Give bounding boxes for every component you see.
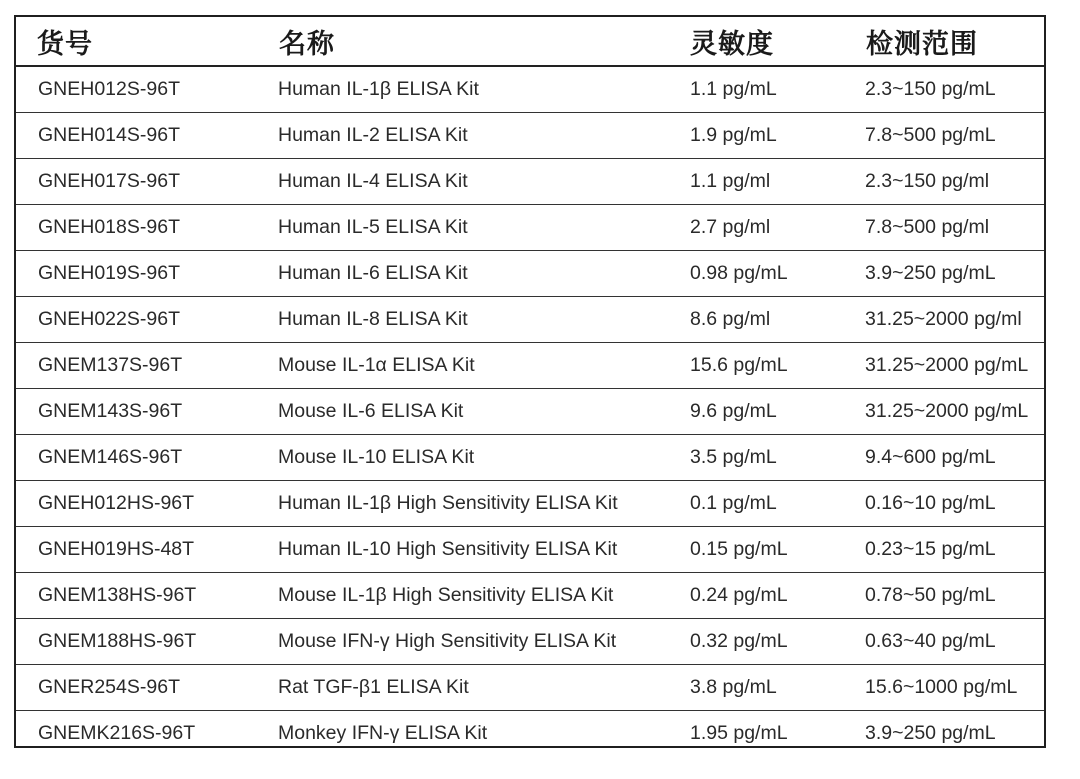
cell-product-name: Human IL-1β High Sensitivity ELISA Kit <box>255 481 668 527</box>
cell-product-name: Mouse IL-1β High Sensitivity ELISA Kit <box>255 573 668 619</box>
table-row <box>16 66 1044 113</box>
cell-product-code: GNEH014S-96T <box>16 113 255 159</box>
cell-product-code: GNEH017S-96T <box>16 159 255 205</box>
product-table <box>16 17 1044 756</box>
cell-product-name: Human IL-1β ELISA Kit <box>255 66 668 113</box>
cell-sensitivity: 0.24 pg/mL <box>668 573 844 619</box>
cell-sensitivity: 15.6 pg/mL <box>668 343 844 389</box>
cell-detection-range: 0.23~15 pg/mL <box>844 527 1044 573</box>
cell-sensitivity: 3.8 pg/mL <box>668 665 844 711</box>
cell-product-name: Human IL-4 ELISA Kit <box>255 159 668 205</box>
table-row <box>16 619 1044 665</box>
cell-sensitivity: 1.1 pg/mL <box>668 66 844 113</box>
header-detection-range: 检测范围 <box>844 17 1044 66</box>
cell-detection-range: 0.78~50 pg/mL <box>844 573 1044 619</box>
table-row <box>16 159 1044 205</box>
cell-detection-range: 15.6~1000 pg/mL <box>844 665 1044 711</box>
cell-product-code: GNEM188HS-96T <box>16 619 255 665</box>
header-sensitivity: 灵敏度 <box>668 17 844 66</box>
cell-product-name: Mouse IFN-γ High Sensitivity ELISA Kit <box>255 619 668 665</box>
cell-detection-range: 2.3~150 pg/mL <box>844 66 1044 113</box>
cell-product-name: Human IL-5 ELISA Kit <box>255 205 668 251</box>
cell-detection-range: 0.63~40 pg/mL <box>844 619 1044 665</box>
cell-product-name: Human IL-10 High Sensitivity ELISA Kit <box>255 527 668 573</box>
cell-product-name: Mouse IL-1α ELISA Kit <box>255 343 668 389</box>
table-row <box>16 481 1044 527</box>
cell-product-code: GNEH022S-96T <box>16 297 255 343</box>
cell-product-name: Human IL-6 ELISA Kit <box>255 251 668 297</box>
cell-product-name: Rat TGF-β1 ELISA Kit <box>255 665 668 711</box>
cell-product-code: GNEH012S-96T <box>16 66 255 113</box>
table-header <box>16 17 1044 66</box>
cell-sensitivity: 1.1 pg/ml <box>668 159 844 205</box>
cell-product-name: Human IL-2 ELISA Kit <box>255 113 668 159</box>
cell-product-code: GNEM137S-96T <box>16 343 255 389</box>
cell-detection-range: 9.4~600 pg/mL <box>844 435 1044 481</box>
cell-detection-range: 31.25~2000 pg/ml <box>844 297 1044 343</box>
table-row <box>16 665 1044 711</box>
cell-product-name: Mouse IL-6 ELISA Kit <box>255 389 668 435</box>
cell-product-name: Human IL-8 ELISA Kit <box>255 297 668 343</box>
cell-product-code: GNEMK216S-96T <box>38 722 196 744</box>
cell-product-code: GNEM143S-96T <box>16 389 255 435</box>
cell-product-code: GNEH018S-96T <box>16 205 255 251</box>
cell-detection-range: 31.25~2000 pg/mL <box>844 343 1044 389</box>
table-row <box>16 435 1044 481</box>
cell-product-name: Monkey IFN-γ ELISA Kit <box>278 722 488 744</box>
cell-detection-range: 31.25~2000 pg/mL <box>844 389 1044 435</box>
table-row <box>16 389 1044 435</box>
table-row <box>16 527 1044 573</box>
table-row <box>16 251 1044 297</box>
cell-sensitivity: 3.5 pg/mL <box>668 435 844 481</box>
cell-sensitivity: 2.7 pg/ml <box>668 205 844 251</box>
cell-sensitivity: 1.95 pg/mL <box>690 722 788 744</box>
header-product-name: 名称 <box>255 17 668 66</box>
cell-product-code: GNEM146S-96T <box>16 435 255 481</box>
cell-detection-range: 3.9~250 pg/mL <box>865 722 996 744</box>
cell-product-code: GNEM138HS-96T <box>16 573 255 619</box>
cell-detection-range: 7.8~500 pg/ml <box>844 205 1044 251</box>
table-row <box>16 573 1044 619</box>
product-table-frame <box>14 15 1046 748</box>
cell-sensitivity: 0.15 pg/mL <box>668 527 844 573</box>
cell-sensitivity: 9.6 pg/mL <box>668 389 844 435</box>
cell-sensitivity: 0.98 pg/mL <box>668 251 844 297</box>
cell-sensitivity: 0.32 pg/mL <box>668 619 844 665</box>
cell-detection-range: 3.9~250 pg/mL <box>844 251 1044 297</box>
header-product-code: 货号 <box>16 17 255 66</box>
cell-sensitivity: 1.9 pg/mL <box>668 113 844 159</box>
cell-product-name: Mouse IL-10 ELISA Kit <box>255 435 668 481</box>
cell-product-code: GNEH019HS-48T <box>16 527 255 573</box>
header-row <box>16 17 1044 66</box>
table-row <box>16 113 1044 159</box>
cell-product-code: GNEH012HS-96T <box>16 481 255 527</box>
table-body <box>16 66 1044 756</box>
cell-detection-range: 0.16~10 pg/mL <box>844 481 1044 527</box>
cell-sensitivity: 0.1 pg/mL <box>668 481 844 527</box>
table-row <box>16 711 1044 757</box>
cell-product-code: GNER254S-96T <box>16 665 255 711</box>
cell-detection-range: 2.3~150 pg/ml <box>844 159 1044 205</box>
table-row <box>16 297 1044 343</box>
table-row <box>16 205 1044 251</box>
cell-sensitivity: 8.6 pg/ml <box>668 297 844 343</box>
cell-detection-range: 7.8~500 pg/mL <box>844 113 1044 159</box>
table-row <box>16 343 1044 389</box>
cell-product-code: GNEH019S-96T <box>16 251 255 297</box>
